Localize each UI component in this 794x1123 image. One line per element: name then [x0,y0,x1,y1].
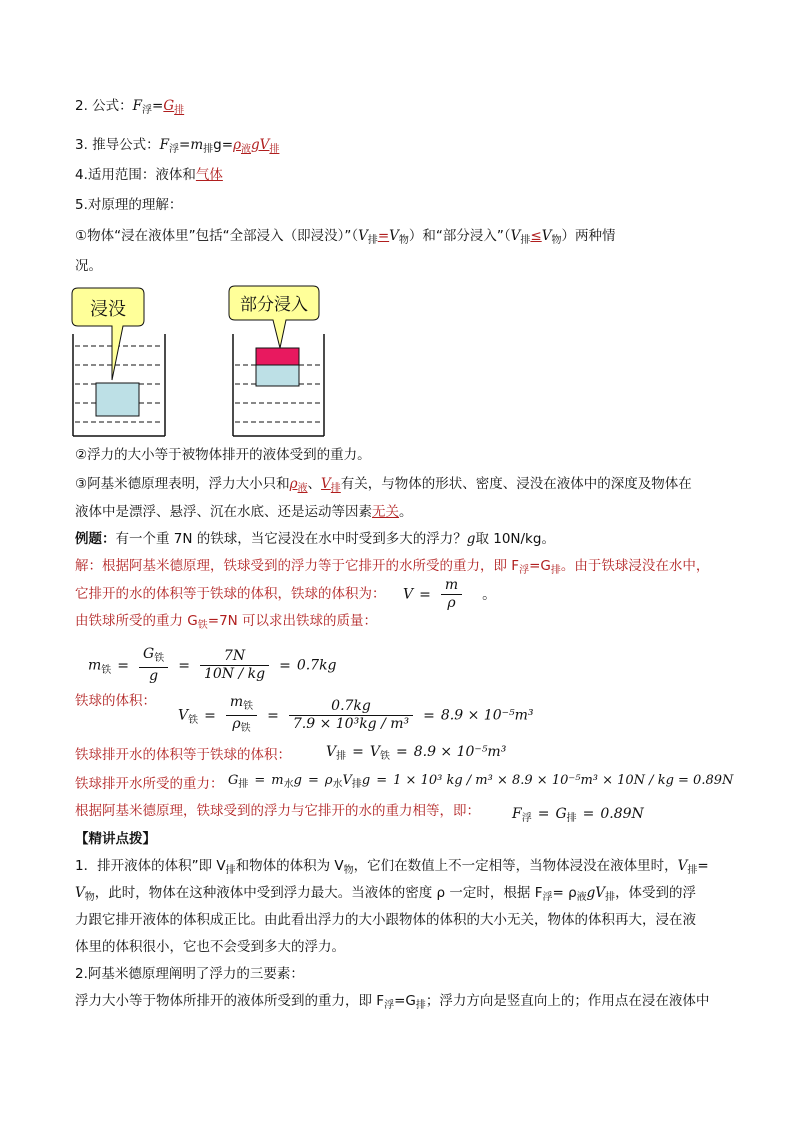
text: 。由于铁球浸没在水中， [560,558,710,574]
text: 浮 [521,813,532,824]
text: 1 × 10³ kg / m³ × 8.9 × 10⁻⁵m³ × 10N / kg = 0.89N [393,773,734,788]
text: G [555,806,567,822]
text: 3. 推导公式： [75,137,160,153]
text: 排 [174,105,185,116]
point-2 [75,446,371,464]
text: 浮 [542,892,553,903]
derived-formula-line [75,136,279,159]
text: 排 [415,1000,426,1011]
submerged-part [256,365,299,386]
text: ③阿基米德原理表明，浮力大小只和 [75,476,290,492]
callout-partial-label: 部分浸入 [240,295,308,315]
text: V [677,858,688,874]
text: V [369,744,380,760]
text: m [229,694,244,710]
text: 排 [269,144,280,155]
text: G [143,646,155,662]
text: ρ [233,137,241,153]
text: ρ [447,595,456,611]
text: ，体受到的浮 [615,885,697,901]
text: 液 [297,483,308,494]
text: 况。 [75,258,102,274]
text: ）和“部分浸入”（ [408,228,511,244]
text: 浮 [142,105,153,116]
mass-intro [75,612,377,635]
fraction [226,694,257,737]
text: 水 [332,779,343,790]
example-question [75,530,555,548]
text: V [541,228,552,244]
text: 0.7kg [296,657,337,674]
left-beaker [73,334,165,436]
text: 铁球的体积： [75,693,156,709]
text: 铁 [154,653,165,664]
final-line [75,802,480,820]
text: 排 [566,813,577,824]
left-callout [72,288,144,380]
text: =m [179,137,204,153]
right-callout [229,286,319,348]
text: 气体 [195,167,223,183]
text: 排 [520,235,531,246]
text: ；浮力方向是竖直向上的；作用点在浸在液体中 [425,993,710,1009]
text: ，此时，物体在这种液体中受到浮力最大。当液体的密度 ρ 一定时，根据 F [94,885,543,901]
immersion-diagram [68,284,338,440]
point-3-line-2 [75,503,413,521]
text: gV [586,885,606,901]
text: 浮力大小等于物体所排开的液体所受到的重力，即 F [75,993,385,1009]
fraction [139,646,168,685]
text: 浮 [169,144,180,155]
text: 例题： [75,531,116,547]
text: 排 [330,483,341,494]
text: 铁 [188,714,199,726]
text: g [466,531,476,547]
volume-formula: V = $\frac{m}{\rho}$ 。 [403,577,497,611]
text: V [342,773,352,788]
note-1-line-2 [75,884,696,907]
text: 有一个重 7N 的铁球，当它浸没在水中时受到多大的浮力？ [115,531,467,547]
note-2-title [75,965,304,983]
text: 0.89N [600,806,644,822]
text: 无关 [372,504,399,520]
displaced-volume-line [75,746,291,764]
text: 8.9 × 10⁻⁵m³ [440,707,534,724]
text: 它排开的水的体积等于铁球的体积，铁球的体积为： [75,586,386,602]
text: =G [394,993,416,1009]
point-1-line-2 [75,257,102,275]
text: 7N [200,648,269,666]
fraction [441,577,462,612]
text: 物 [84,892,95,903]
text: 铁球排开水所受的重力： [75,776,224,792]
text: 4.适用范围：液体和 [75,167,196,183]
text: 由铁球所受的重力 G [75,613,198,629]
text: 2. 公式： [75,98,133,114]
text: = [377,228,390,244]
note-1-line-1 [75,857,709,880]
text: 水 [283,779,294,790]
text: 和物体的体积为 V [235,858,344,874]
text: 浮 [519,565,530,576]
right-beaker [233,334,324,436]
text: 液 [241,144,251,155]
displaced-weight-eq: $G_排 = m_水g = \rho_水V_排g = 1 \times 10^3$ kg / m³ × 8.9 × 10⁻⁵m³ × 10N / kg = 0.89N [228,773,734,790]
scope-line [75,166,223,184]
text: 2.阿基米德原理阐明了浮力的三要素： [75,966,304,982]
text: 排 [336,751,347,762]
text: 排 [550,565,561,576]
text: g [361,773,371,788]
point-1-line-1 [75,227,615,250]
text: =7N 可以求出铁球的质量： [207,613,378,629]
text: 10N / kg [203,666,266,682]
text: 1．排开液体的体积”即 V [75,858,226,874]
text: 排 [225,865,236,876]
text: 体里的体积很小，它也不会受到多大的浮力。 [75,939,345,955]
text: = ρ [552,885,577,901]
text: 有关，与物体的形状、密度、浸没在液体中的深度及物体在 [340,476,692,492]
text: V [326,744,337,760]
text: 铁球排开水的体积等于铁球的体积： [75,747,291,763]
text: V [358,228,368,244]
text: ρ [324,773,333,788]
text: 铁 [101,664,112,676]
exposed-part [256,348,299,365]
text: 铁 [240,723,251,734]
text: 物 [551,235,562,246]
text: ①物体“浸在液体里”包括“全部浸入（即浸没）”（ [75,228,359,244]
text: 解：根据阿基米德原理，铁球受到的浮力等于它排开的水所受的重力，即 F [75,558,520,574]
text: ρ [232,716,241,732]
text: V [75,885,85,901]
note-1-line-3 [75,911,696,929]
point-3-line-1 [75,475,692,498]
note-1-line-4 [75,938,345,956]
text: 5.对原理的理解： [75,197,183,213]
text: 铁 [197,620,208,631]
text: V [178,707,189,724]
fraction [200,648,269,683]
text: 液 [576,892,587,903]
submerged-block [96,383,139,416]
text: 液体中是漂浮、悬浮、沉在水底、还是运动等因素 [75,504,372,520]
text: 、 [307,476,322,492]
text: V [510,228,521,244]
text: m [88,657,102,674]
text: 力跟它排开液体的体积成正比。由此看出浮力的大小跟物体的体积的大小无关，物体的体积再大，浸在液 [75,912,696,928]
text: g [149,668,159,684]
solution-line-2 [75,585,386,603]
text: g= [213,137,234,153]
text: 取 10N/kg。 [475,531,555,547]
text: 排 [605,892,616,903]
text: G [228,773,239,788]
text: V [389,228,399,244]
text: F [159,137,170,153]
text: G [163,98,175,114]
solution-line-1 [75,557,709,580]
text: 铁 [243,701,254,712]
note-2-line-1 [75,992,709,1015]
text: 铁 [379,751,390,762]
text: m [441,577,462,595]
displaced-volume-eq: $V_排 = V_铁 = 8.9 \times 10^{-5}m^3$ [326,744,507,762]
mass-equation: $m_铁$ = $\frac{G_铁}{g}$ = $\frac{7N}{10N / kg}$ = 0.7kg [88,646,337,684]
text: V [403,586,414,603]
text: m [271,773,284,788]
text: 【精讲点拨】 [75,831,156,847]
text: 排 [351,779,362,790]
volume-label [75,692,156,710]
volume-equation: $V_铁$ = $\frac{m_铁}{\rho_铁}$ = $\frac{0.7kg}{\text{7.9 × 10³kg / m³}}$ = 8.9 × 10⁻⁵m³ [178,694,534,737]
text: 8.9 × 10⁻⁵m³ [413,744,507,760]
text: 根据阿基米德原理，铁球受到的浮力与它排开的水的重力相等，即： [75,803,480,819]
text: 。 [482,586,497,603]
text: ，它们在数值上不一定相等，当物体浸没在液体里时， [353,858,678,874]
text: 0.7kg [289,698,413,716]
text: 排 [203,144,214,155]
text: =G [529,558,551,574]
fraction [289,698,413,733]
displaced-weight-line [75,775,224,793]
text: 7.9 × 10³kg / m³ [292,716,410,732]
text: g [293,773,302,788]
text: 。 [399,504,413,520]
formula-line [75,97,184,120]
text: F [512,806,522,822]
text: ≤ [530,228,542,244]
text: ）两种情 [561,228,616,244]
text: F [132,98,143,114]
callout-immersed-label: 浸没 [90,299,126,320]
text: = [152,98,164,114]
text: ρ [289,476,298,492]
text: = [697,858,709,874]
text: 排 [687,865,698,876]
section-title [75,830,156,848]
text: V [321,476,331,492]
text: gV [251,137,270,153]
understanding-title [75,196,182,214]
text: 排 [238,779,249,790]
text: 物 [343,865,354,876]
text: 浮 [384,1000,395,1011]
text: 物 [398,235,409,246]
text: 排 [367,235,378,246]
final-equation: $F_浮 = G_排 = 0.89N$ [512,806,644,824]
text: ②浮力的大小等于被物体排开的液体受到的重力。 [75,447,371,463]
